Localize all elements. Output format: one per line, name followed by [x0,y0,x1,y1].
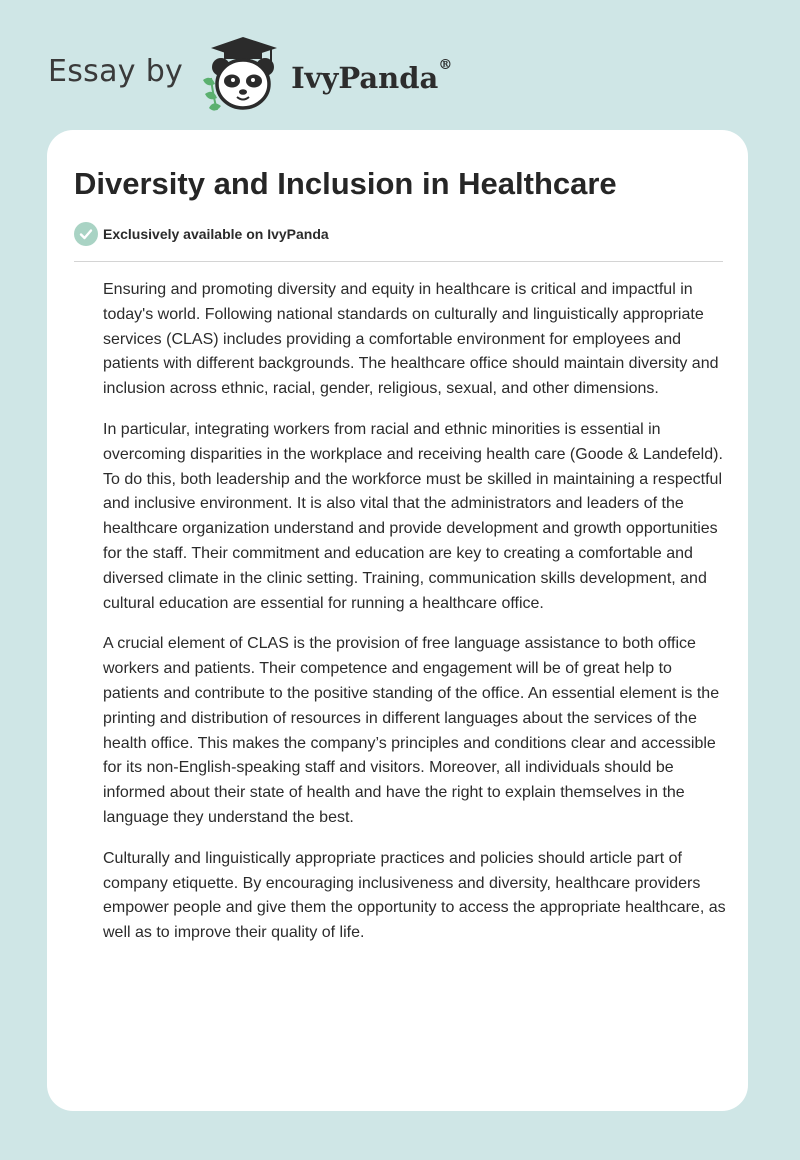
text-line: Ensuring and promoting diversity and equity in healthcare is critical and impactful in [103,281,693,298]
text-line: and inclusive environment. It is also vital that the administrators and leaders of the [103,495,684,513]
text-line: inclusion across ethnic, racial, gender, religious, sexual, and other dimensions. [103,380,659,398]
text-line: health office. This makes the company’s principles and conditions clear and accessible [103,734,716,752]
exclusive-badge [74,222,329,246]
text-line: patients and contribute to the positive standing of the office. An essential element is the [103,684,720,702]
paragraph [74,632,726,830]
text-line: A crucial element of CLAS is the provision of free language assistance to both office [103,635,696,653]
text-line: To do this, both leadership and the workforce must be skilled in maintaining a respectful [103,470,723,488]
panda-logo-icon [197,34,287,114]
essay-card [47,130,748,1111]
brand-name [291,57,453,95]
text-line: healthcare organization understand and provide development and growth opportunities [103,520,718,538]
brand-header [48,34,453,114]
brand-name-text: IvyPanda [291,61,439,95]
text-line: for the staff. Their commitment and education are key to creating a comfortable and [103,544,693,562]
text-line: overcoming disparities in the workplace and receiving health care (Goode & Landefeld). [103,445,723,463]
text-line: printing and distribution of resources in different languages about the services of the [103,709,697,727]
text-line: cultural education are essential for running a healthcare office. [103,594,544,612]
text-line: In particular, integrating workers from racial and ethnic minorities is essential in [103,420,661,438]
text-line: empower people and give them the opportunity to access the appropriate healthcare, as [103,899,726,917]
text-line: Culturally and linguistically appropriate practices and policies should article part of [103,849,682,867]
paragraph [74,278,726,402]
text-line: language they understand the best. [103,808,354,826]
registered-mark: ® [438,57,453,73]
text-line: for its non-English-speaking staff and visitors. Moreover, all individuals should be [103,759,674,777]
paragraph [74,418,726,616]
essay-title: Diversity and Inclusion in Healthcare [74,166,617,201]
text-line: diversed climate in the clinic setting. Training, communication skills development, and [103,569,707,587]
paragraph [74,847,726,946]
text-line: workers and patients. Their competence and engagement will be of great help to [103,660,672,678]
essay-body [74,278,726,962]
essay-by-label: Essay by [48,53,184,89]
text-line: informed about their state of health and have the right to explain themselves in the [103,784,685,802]
text-line: patients with different backgrounds. The healthcare office should maintain diversity and [103,355,719,373]
text-line: services (CLAS) includes providing a comfortable environment for employees and [103,330,682,348]
exclusive-label: Exclusively available on IvyPanda [103,226,329,242]
divider [74,261,723,262]
check-circle-icon [74,222,98,246]
text-line: company etiquette. By encouraging inclusiveness and diversity, healthcare providers [103,874,701,892]
text-line: well as to improve their quality of life. [103,924,365,942]
text-line: today's world. Following national standards on culturally and linguistically appropriate [103,305,704,323]
